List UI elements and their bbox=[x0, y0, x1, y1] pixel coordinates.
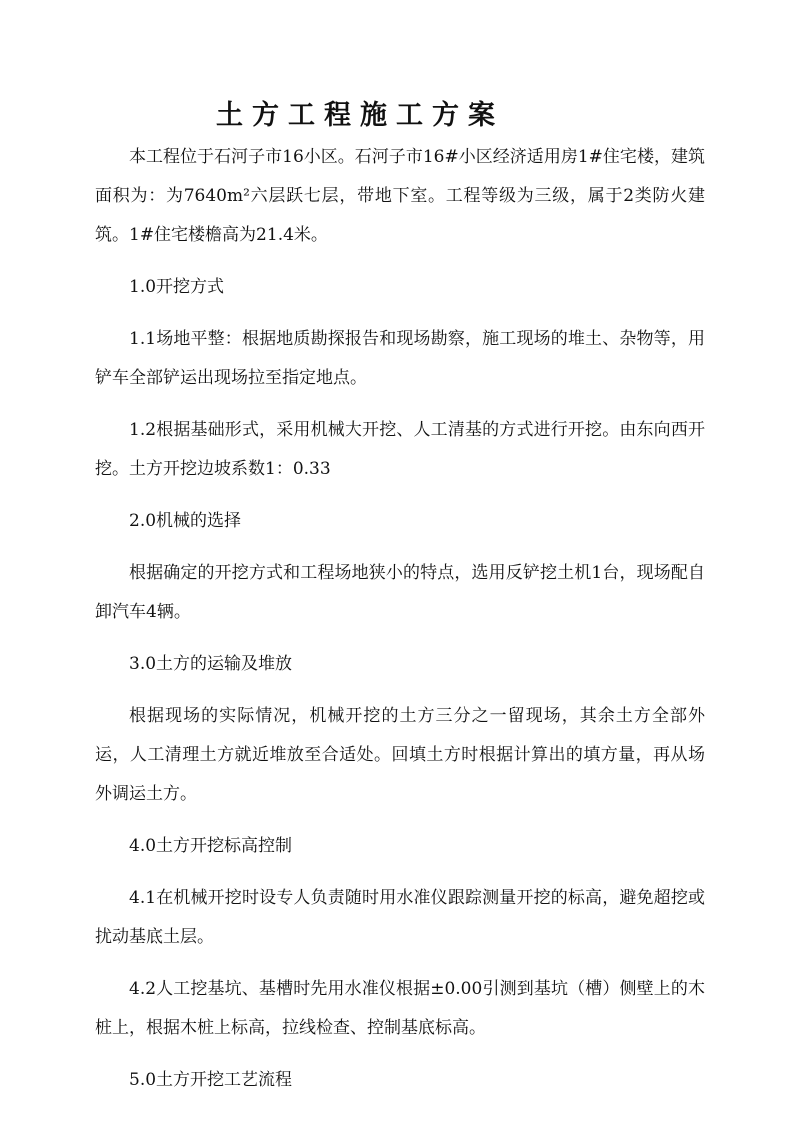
document-body bbox=[95, 138, 705, 1113]
section-heading-transport-stacking: 3.0土方的运输及堆放 bbox=[129, 654, 293, 674]
manual-excavation-control-paragraph: 4.2人工挖基坑、基槽时先用水准仪根据±0.00引测到基坑（槽）侧壁上的木桩上，根据木桩上标高，拉线检查、控制基底标高。 bbox=[95, 979, 705, 1038]
document-title: 土方工程施工方案 bbox=[216, 100, 504, 131]
section-heading-excavation-method: 1.0开挖方式 bbox=[129, 277, 225, 297]
mechanical-excavation-control-paragraph: 4.1在机械开挖时设专人负责随时用水准仪跟踪测量开挖的标高，避免超挖或扰动基底土层。 bbox=[95, 888, 705, 947]
section-heading-elevation-control: 4.0土方开挖标高控制 bbox=[129, 836, 293, 856]
machinery-selection-paragraph: 根据确定的开挖方式和工程场地狭小的特点，选用反铲挖土机1台，现场配自卸汽车4辆。 bbox=[95, 563, 705, 622]
site-leveling-paragraph: 1.1场地平整：根据地质勘探报告和现场勘察，施工现场的堆土、杂物等，用铲车全部铲运出现场拉至指定地点。 bbox=[95, 329, 705, 388]
section-heading-machinery-selection: 2.0机械的选择 bbox=[129, 511, 242, 531]
project-overview-paragraph: 本工程位于石河子市16小区。石河子市16#小区经济适用房1#住宅楼，建筑面积为：为7640m²六层跃七层，带地下室。工程等级为三级，属于2类防火建筑。1#住宅楼檐高为21.4米。 bbox=[95, 147, 705, 245]
section-heading-process-flow: 5.0土方开挖工艺流程 bbox=[129, 1070, 293, 1090]
transport-stacking-paragraph: 根据现场的实际情况，机械开挖的土方三分之一留现场，其余土方全部外运，人工清理土方就近堆放至合适处。回填土方时根据计算出的填方量，再从场外调运土方。 bbox=[95, 706, 705, 804]
excavation-form-paragraph: 1.2根据基础形式，采用机械大开挖、人工清基的方式进行开挖。由东向西开挖。土方开挖边坡系数1：0.33 bbox=[95, 420, 705, 479]
